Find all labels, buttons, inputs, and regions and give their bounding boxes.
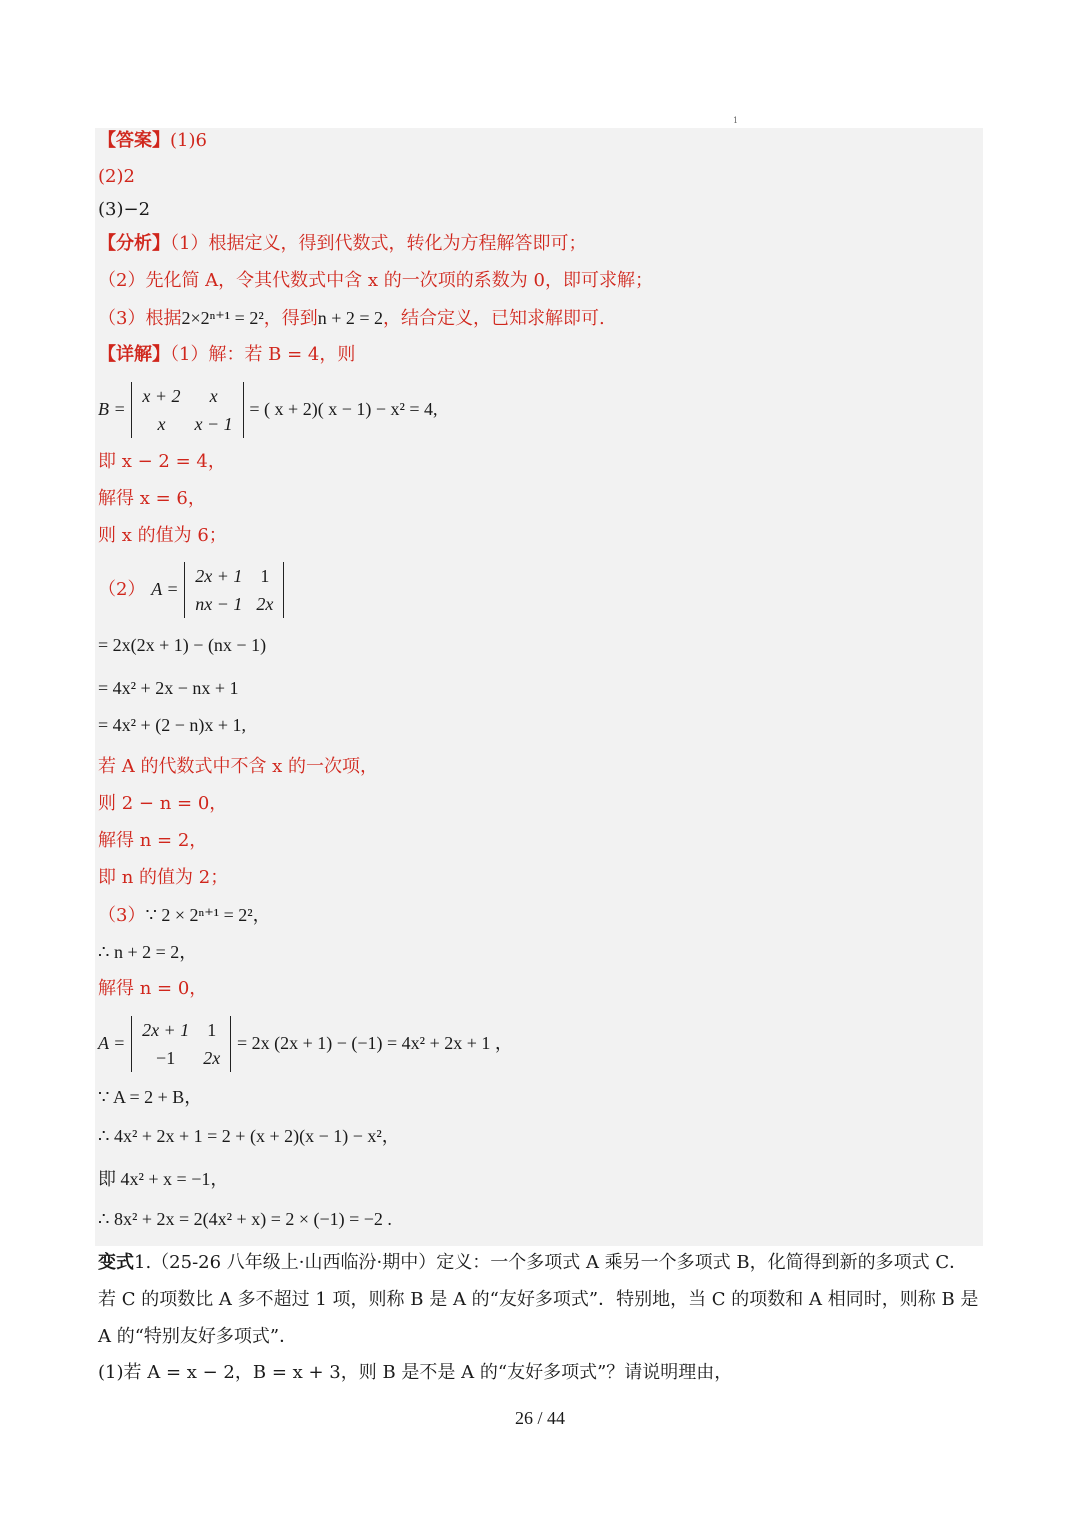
s1-line-3: 解得 x = 6， xyxy=(98,488,206,509)
s1-line-4: 则 x 的值为 6； xyxy=(98,525,227,546)
s1-B-label: B = xyxy=(98,399,126,419)
s3-line-2: ∴ n + 2 = 2， xyxy=(98,942,198,962)
det-cell: x xyxy=(209,386,218,406)
answer-line-1 xyxy=(98,129,207,153)
analysis-line-3 xyxy=(98,306,605,331)
s2-line-2: = 4x² + 2x − nx + 1 xyxy=(98,678,239,698)
s3-line-5: ∴ 4x² + 2x + 1 = 2 + (x + 2)(x − 1) − x²， xyxy=(98,1126,400,1146)
det-cell: nx − 1 xyxy=(195,594,243,614)
analysis-p1: （1）根据定义，得到代数式，转化为方程解答即可； xyxy=(170,233,587,254)
s2-line-5: 则 2 − n = 0， xyxy=(98,793,228,814)
variant-text: 1.（25-26 八年级上·山西临汾·期中）定义：一个多项式 A 乘另一个多项式 B，化简得到新的多项式 C．若 C 的项数比 A 多不超过 1 项，则称 B 是 A 的“友好多项式”．特别地，当 C 的项数和 A 相同时，则称 B 是 A 的“特别友好多项式”． xyxy=(98,1252,979,1347)
s2-determinant xyxy=(184,562,284,618)
det-cell: 2x + 1 xyxy=(195,566,243,586)
analysis-p3-eq1: 2×2ⁿ⁺¹ = 2² xyxy=(181,308,264,328)
s2-intro: （2） xyxy=(98,579,146,600)
s3-A-label: A = xyxy=(98,1033,126,1053)
s3-line-3: 解得 n = 0， xyxy=(98,978,208,999)
s1-determinant-line xyxy=(98,382,438,438)
det-cell: 2x xyxy=(256,594,274,614)
detail-s1-intro: （1）解：若 B = 4，则 xyxy=(170,344,356,365)
s3-intro: （3） xyxy=(98,905,146,926)
s3-expansion: = 2x (2x + 1) − (−1) = 4x² + 2x + 1 ， xyxy=(236,1033,513,1053)
s1-line-2: 即 x − 2 = 4， xyxy=(98,451,226,472)
s3-determinant-line xyxy=(98,1016,513,1072)
s2-A-label: A = xyxy=(151,579,179,599)
det-cell: 1 xyxy=(207,1020,217,1040)
answer-1: (1)6 xyxy=(170,130,207,151)
page-number: 26 / 44 xyxy=(514,1408,565,1428)
s2-line-1: = 2x(2x + 1) − (nx − 1) xyxy=(98,635,267,655)
s2-line-4: 若 A 的代数式中不含 x 的一次项， xyxy=(98,756,379,777)
det-cell: 1 xyxy=(260,566,270,586)
det-cell: 2x xyxy=(203,1048,221,1068)
det-cell: −1 xyxy=(156,1048,176,1068)
s2-line-7: 即 n 的值为 2； xyxy=(98,867,229,888)
s2-line-6: 解得 n = 2， xyxy=(98,830,208,851)
s3-line-7: ∴ 8x² + 2x = 2(4x² + x) = 2 × (−1) = −2 . xyxy=(98,1209,392,1229)
detail-line-1 xyxy=(98,343,355,367)
answer-3: (3)−2 xyxy=(98,199,151,220)
analysis-p2: （2）先化简 A，令其代数式中含 x 的一次项的系数为 0，即可求解； xyxy=(98,270,653,291)
det-cell: 2x + 1 xyxy=(142,1020,190,1040)
s1-expansion: = ( x + 2)( x − 1) − x² = 4, xyxy=(249,399,438,419)
det-cell: x + 2 xyxy=(142,386,181,406)
analysis-label: 【分析】 xyxy=(98,233,170,254)
s3-line-4: ∵ A = 2 + B， xyxy=(98,1087,203,1107)
det-cell: x xyxy=(157,414,166,434)
variant-label: 变式 xyxy=(98,1252,134,1273)
det-cell: x − 1 xyxy=(194,414,233,434)
variant-q1: (1)若 A = x − 2，B = x + 3，则 B 是不是 A 的“友好多项式”？请说明理由， xyxy=(98,1362,733,1383)
page-top-mark: 1 xyxy=(733,116,739,125)
analysis-p3-eq2: n + 2 = 2 xyxy=(317,308,384,328)
variant-question xyxy=(98,1244,984,1355)
detail-label: 【详解】 xyxy=(98,344,170,365)
s2-line-3: = 4x² + (2 − n)x + 1, xyxy=(98,715,246,735)
analysis-p3-suffix: ，结合定义，已知求解即可. xyxy=(383,308,605,329)
s3-line-6: 即 4x² + x = −1， xyxy=(98,1169,229,1189)
s3-determinant xyxy=(131,1016,231,1072)
s3-eq1: ∵ 2 × 2ⁿ⁺¹ = 2²， xyxy=(145,905,271,925)
s2-determinant-line xyxy=(98,562,284,618)
answer-label: 【答案】 xyxy=(98,130,170,151)
analysis-p3-mid: ，得到 xyxy=(263,308,318,329)
analysis-p3-prefix: （3）根据 xyxy=(98,308,182,329)
s3-line-1 xyxy=(98,903,271,928)
analysis-line-1 xyxy=(98,232,586,256)
answer-2: (2)2 xyxy=(98,166,135,187)
s1-determinant xyxy=(131,382,243,438)
